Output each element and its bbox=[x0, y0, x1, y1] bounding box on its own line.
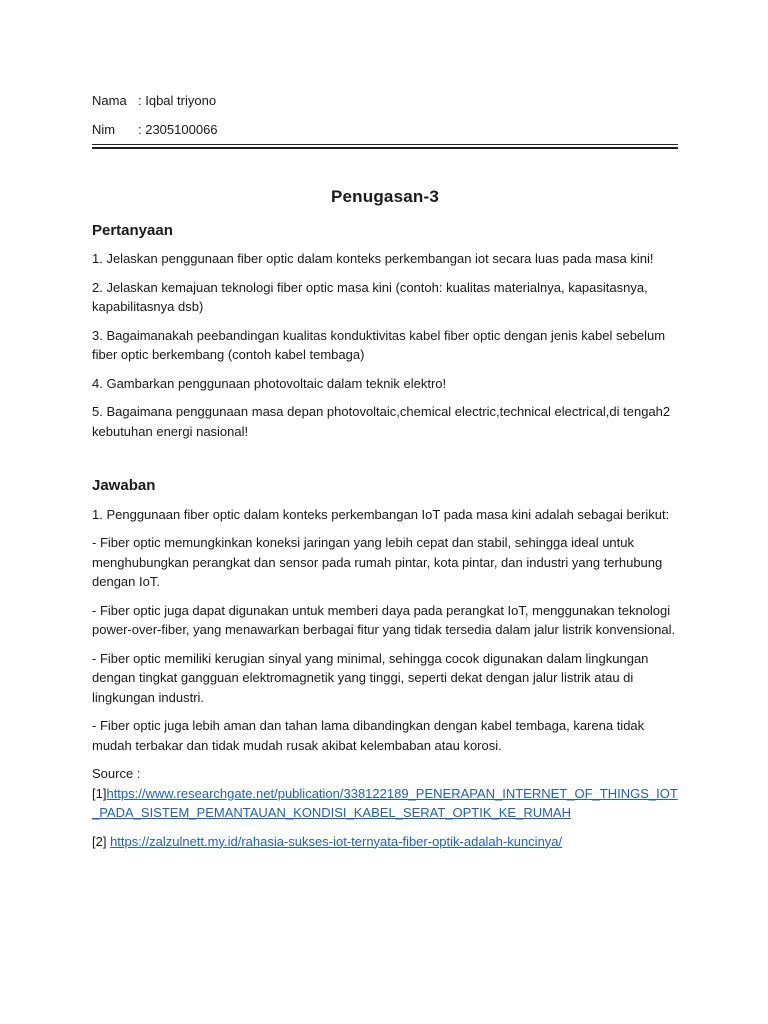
answer-item: - Fiber optic memungkinkan koneksi jaringan yang lebih cepat dan stabil, sehingga ideal untuk menghubungkan perangkat dan sensor pada rumah pintar, kota pintar, dan industri yang terhubung dengan IoT. bbox=[92, 535, 663, 589]
document-page bbox=[92, 86, 678, 860]
answer-item: - Fiber optic juga dapat digunakan untuk memberi daya pada perangkat IoT, menggunakan teknologi power-over-fiber, yang menawarkan berbagai fitur yang tidak tersedia dalam jalur listrik konvensional. bbox=[92, 602, 676, 637]
question-item: 2. Jelaskan kemajuan teknologi fiber optic masa kini (contoh: kualitas materialnya, kapasitasnya, kapabilitasnya dsb) bbox=[92, 279, 648, 314]
document-title: Penugasan-3 bbox=[330, 187, 439, 206]
answer-item: - Fiber optic memiliki kerugian sinyal yang minimal, sehingga cocok digunakan dalam lingkungan dengan tingkat gangguan elektromagnetik yang tinggi, seperti dekat dengan jalur listrik atau di lingkungan industri. bbox=[92, 650, 649, 705]
questions-heading: Pertanyaan bbox=[92, 221, 173, 239]
nim-row bbox=[92, 115, 678, 144]
name-label: Nama bbox=[92, 92, 127, 108]
section-spacer bbox=[92, 450, 678, 476]
answers-heading: Jawaban bbox=[92, 477, 156, 494]
header-divider bbox=[92, 144, 678, 149]
source-1-prefix: [1] bbox=[92, 785, 107, 801]
question-item: 4. Gambarkan penggunaan photovoltaic dalam teknik elektro! bbox=[92, 375, 447, 391]
source-2-link[interactable]: https://zalzulnett.my.id/rahasia-sukses-iot-ternyata-fiber-optik-adalah-kuncinya/ bbox=[110, 833, 563, 849]
answer-item: - Fiber optic juga lebih aman dan tahan lama dibandingkan dengan kabel tembaga, karena tidak mudah terbakar dan tidak mudah rusak akibat kelembaban atau korosi. bbox=[92, 718, 645, 753]
answer-item: 1. Penggunaan fiber optic dalam konteks perkembangan IoT pada masa kini adalah sebagai berikut: bbox=[92, 506, 670, 522]
question-item: 1. Jelaskan penggunaan fiber optic dalam konteks perkembangan iot secara luas pada masa kini! bbox=[92, 251, 654, 266]
source-1 bbox=[92, 784, 678, 823]
question-item: 3. Bagaimanakah peebandingan kualitas konduktivitas kabel fiber optic dengan jenis kabel sebelum fiber optic berkembang (contoh kabel tembaga) bbox=[92, 327, 666, 362]
name-value: : Iqbal triyono bbox=[138, 92, 217, 108]
source-2-prefix: [2] bbox=[92, 833, 111, 849]
question-item: 5. Bagaimana penggunaan masa depan photovoltaic,chemical electric,technical electrical,di tengah2 kebutuhan energi nasional! bbox=[92, 404, 671, 439]
source-1-link[interactable]: https://www.researchgate.net/publication/338122189_PENERAPAN_INTERNET_OF_THINGS_IOT_PADA_SISTEM_PEMANTAUAN_KONDISI_KABEL_SERAT_OPTIK_KE_RUMAH bbox=[92, 785, 678, 820]
nim-label: Nim bbox=[92, 121, 116, 137]
nim-value: : 2305100066 bbox=[138, 121, 218, 137]
name-row bbox=[92, 86, 678, 115]
source-2 bbox=[92, 832, 678, 852]
source-label: Source : bbox=[92, 766, 141, 781]
